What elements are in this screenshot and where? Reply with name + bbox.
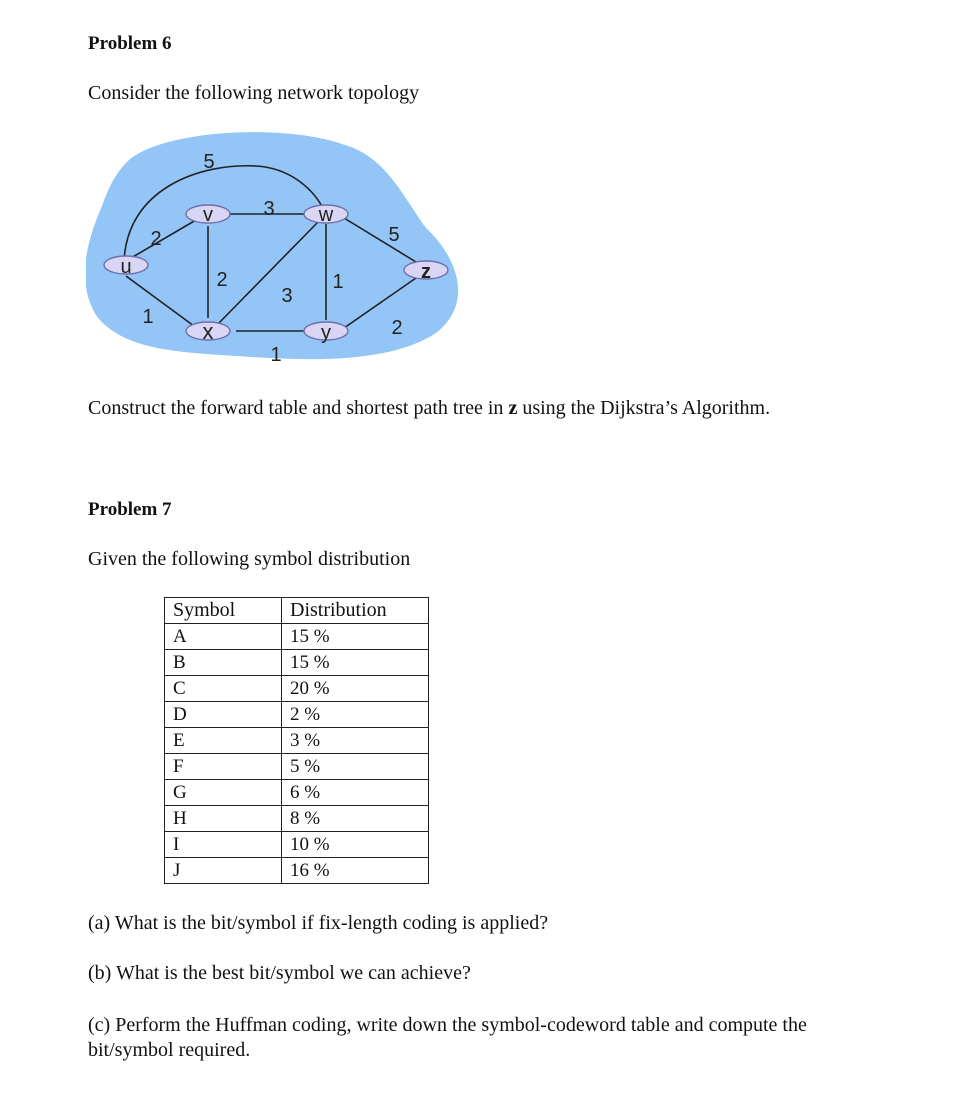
symbol-cell: H: [165, 806, 282, 832]
symbol-cell: C: [165, 676, 282, 702]
node-x-label: x: [202, 319, 214, 344]
problem-7-title: Problem 7: [88, 499, 172, 520]
distribution-cell: 10 %: [282, 832, 429, 858]
cost-label-x-y: 1: [270, 344, 282, 366]
symbol-cell: F: [165, 754, 282, 780]
table-row: [165, 728, 429, 754]
header-symbol: Symbol: [165, 598, 282, 624]
problem-6-intro: Consider the following network topology: [88, 82, 420, 104]
distribution-cell: 2 %: [282, 702, 429, 728]
node-y-label: y: [321, 322, 331, 344]
cost-label-u-w: 5: [203, 151, 215, 173]
network-topology-diagram: [86, 128, 468, 368]
cost-label-u-x: 1: [142, 306, 154, 328]
table-row: [165, 832, 429, 858]
table-row: [165, 650, 429, 676]
question-a: (a) What is the bit/symbol if fix-length coding is applied?: [88, 912, 549, 934]
distribution-cell: 8 %: [282, 806, 429, 832]
table-row: [165, 754, 429, 780]
question-c-line-1: (c) Perform the Huffman coding, write down the symbol-codeword table and compute the: [88, 1014, 807, 1036]
distribution-cell: 6 %: [282, 780, 429, 806]
symbol-cell: A: [165, 624, 282, 650]
table-row: [165, 858, 429, 884]
cost-label-y-z: 2: [391, 317, 403, 339]
cost-label-w-z: 5: [388, 224, 400, 246]
distribution-cell: 15 %: [282, 624, 429, 650]
table-row: [165, 676, 429, 702]
instruction-prefix: Construct the forward table and shortest path tree in: [88, 397, 509, 419]
symbol-distribution-table: [164, 597, 429, 884]
symbol-cell: E: [165, 728, 282, 754]
node-z-label: z: [421, 261, 431, 283]
table-header-row: [165, 598, 429, 624]
symbol-cell: D: [165, 702, 282, 728]
node-u-label: u: [120, 256, 132, 278]
cost-label-x-w: 3: [281, 285, 293, 307]
symbol-cell: G: [165, 780, 282, 806]
distribution-cell: 3 %: [282, 728, 429, 754]
cost-label-u-v: 2: [150, 228, 162, 250]
cost-label-w-y: 1: [332, 271, 344, 293]
cost-label-v-x: 2: [216, 269, 228, 291]
question-c: [88, 1013, 807, 1063]
problem-6-title: Problem 6: [88, 33, 172, 54]
table-row: [165, 806, 429, 832]
distribution-cell: 15 %: [282, 650, 429, 676]
node-v-label: v: [203, 204, 213, 226]
symbol-cell: B: [165, 650, 282, 676]
problem-7-intro: Given the following symbol distribution: [88, 548, 411, 570]
distribution-cell: 20 %: [282, 676, 429, 702]
table-row: [165, 624, 429, 650]
node-w-label: w: [318, 204, 334, 226]
instruction-node: z: [508, 397, 518, 419]
header-distribution: Distribution: [282, 598, 429, 624]
table-row: [165, 702, 429, 728]
distribution-cell: 5 %: [282, 754, 429, 780]
cost-label-v-w: 3: [263, 198, 275, 220]
table-row: [165, 780, 429, 806]
symbol-cell: J: [165, 858, 282, 884]
problem-6-instruction: [88, 397, 770, 420]
question-b: (b) What is the best bit/symbol we can achieve?: [88, 962, 471, 984]
distribution-cell: 16 %: [282, 858, 429, 884]
instruction-suffix: using the Dijkstra’s Algorithm.: [517, 397, 771, 419]
question-c-line-2: bit/symbol required.: [88, 1039, 251, 1061]
symbol-cell: I: [165, 832, 282, 858]
